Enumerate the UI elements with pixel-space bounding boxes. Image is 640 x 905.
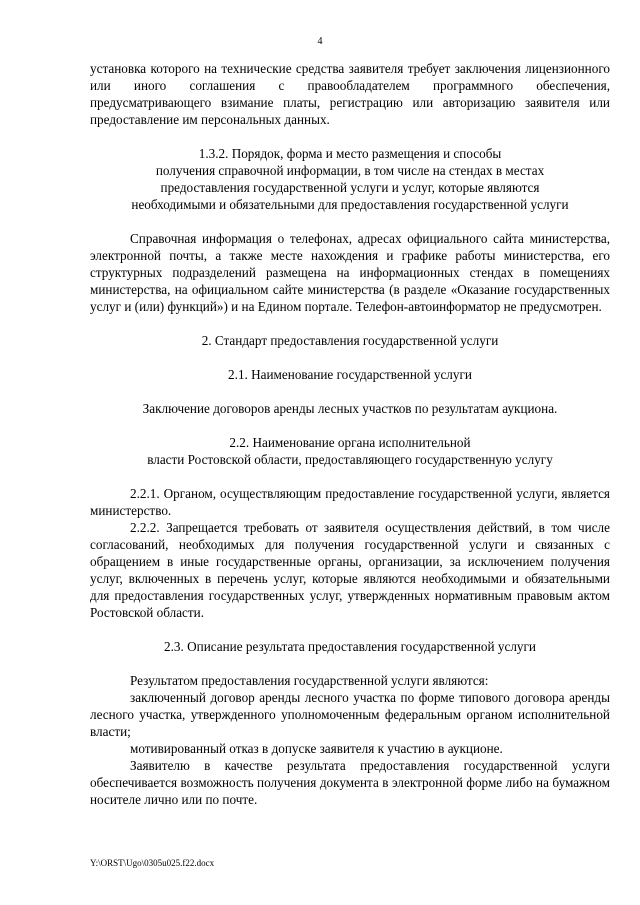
paragraph-2-2-2: 2.2.2. Запрещается требовать от заявителя осуществления действий, в том числе согласований, необходимых для получения государственной услуги и связанных с обращением в иные государственные органы, организации, за исключением получения услуг, включенных в перечень услуг, которые являются необходимыми и обязательными для предоставления государственных услуг, утвержденных нормативным правовым актом Ростовской области. bbox=[90, 520, 610, 620]
paragraph-result-intro: Результатом предоставления государственной услуги являются: bbox=[130, 673, 489, 688]
heading-2-1: 2.1. Наименование государственной услуги bbox=[228, 367, 472, 382]
paragraph-service-name: Заключение договоров аренды лесных участков по результатам аукциона. bbox=[142, 401, 558, 416]
paragraph-2-2-1: 2.2.1. Органом, осуществляющим предоставление государственной услуги, является министерство. bbox=[90, 486, 610, 518]
heading-1-3-2-line-2: получения справочной информации, в том числе на стендах в местах bbox=[155, 163, 545, 178]
heading-2-3: 2.3. Описание результата предоставления государственной услуги bbox=[164, 639, 536, 654]
heading-2-2-line-1: 2.2. Наименование органа исполнительной bbox=[229, 435, 471, 450]
paragraph-result-contract: заключенный договор аренды лесного участка по форме типового договора аренды лесного участка, утвержденного уполномоченным федеральным органом исполнительной власти; bbox=[90, 690, 610, 739]
heading-1-3-2-line-4: необходимыми и обязательными для предоставления государственной услуги bbox=[131, 197, 569, 212]
page-number: 4 bbox=[317, 36, 323, 47]
paragraph-result-refusal: мотивированный отказ в допуске заявителя к участию в аукционе. bbox=[130, 741, 503, 756]
file-path-footer: Y:\ORST\Ugo\0305u025.f22.docx bbox=[90, 858, 215, 868]
heading-1-3-2-line-3: предоставления государственной услуги и услуг, которые являются bbox=[160, 180, 540, 195]
paragraph-result-delivery: Заявителю в качестве результата предоставления государственной услуги обеспечивается возможность получения документа в электронной форме либо на бумажном носителе лично или по почте. bbox=[90, 758, 610, 807]
paragraph-reference-info: Справочная информация о телефонах, адресах официального сайта министерства, электронной почты, а также месте нахождения и графике работы министерства, его структурных подразделений размещена на информационных стендах в помещениях министерства, на официальном сайте министерства (в разделе «Оказание государственных услуг и (или) функций») и на Едином портале. Телефон-автоинформатор не предусмотрен. bbox=[90, 231, 610, 314]
heading-2: 2. Стандарт предоставления государственной услуги bbox=[201, 333, 499, 348]
paragraph-continuation: установка которого на технические средства заявителя требует заключения лицензионного или иного соглашения с правообладателем программного обеспечения, предусматривающего взимание платы, регистрацию или авторизацию заявителя или предоставление им персональных данных. bbox=[90, 61, 610, 127]
document-body bbox=[90, 60, 610, 808]
heading-2-2-line-2: власти Ростовской области, предоставляющего государственную услугу bbox=[147, 452, 553, 467]
heading-1-3-2-line-1: 1.3.2. Порядок, форма и место размещения и способы bbox=[198, 146, 502, 161]
